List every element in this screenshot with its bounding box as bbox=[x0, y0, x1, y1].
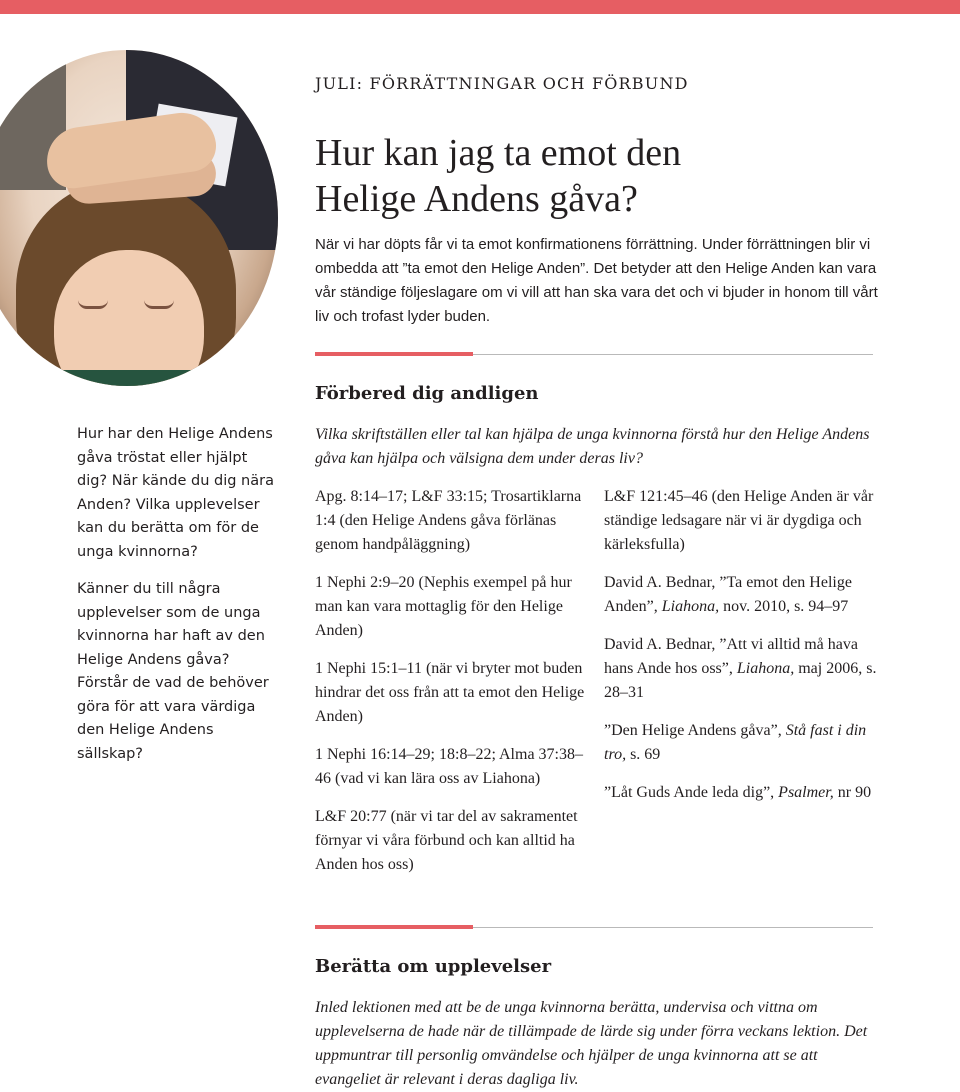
sidebar-questions bbox=[77, 423, 277, 780]
sidebar-question-1: Hur har den Helige Andens gåva tröstat eller hjälpt dig? När kände du dig nära Anden? Vilka upplevelser kan du berätta om för de unga kvinnorna? bbox=[77, 426, 274, 560]
share-lead-text: Inled lektionen med att be de unga kvinnorna berätta, undervisa och vittna om upplevelserna de hade när de tillämpade de lärde sig under förra veckans lektion. Det uppmuntrar till personlig omvändelse och hjälper de unga kvinnorna att se att evangeliet är relevant i deras dagliga liv. bbox=[315, 999, 868, 1088]
title-line-2: Helige Andens gåva? bbox=[315, 178, 638, 220]
reference-item: L&F 20:77 (när vi tar del av sakramentet förnyar vi våra förbund och kan alltid ha Anden hos oss) bbox=[315, 808, 578, 873]
references-right-column bbox=[604, 485, 879, 819]
sidebar-question-2: Känner du till några upplevelser som de unga kvinnorna har haft av den Helige Andens gåva? Förstår de vad de behöver göra för att vara värdiga den Helige Andens sällskap? bbox=[77, 581, 269, 762]
reference-pages: maj 2006, s. 28–31 bbox=[604, 660, 877, 701]
top-accent-bar bbox=[0, 0, 960, 14]
reference-pages: nov. 2010, s. 94–97 bbox=[719, 598, 849, 615]
reference-item bbox=[604, 781, 879, 805]
references-left-column bbox=[315, 485, 590, 891]
reference-item: 1 Nephi 2:9–20 (Nephis exempel på hur man kan vara mottaglig för den Helige Anden) bbox=[315, 574, 572, 639]
divider-1 bbox=[315, 354, 873, 355]
reference-item: 1 Nephi 16:14–29; 18:8–22; Alma 37:38–46 (vad vi kan lära oss av Liahona) bbox=[315, 746, 583, 787]
reference-pages: s. 69 bbox=[626, 746, 661, 763]
photo-confirmation-girl bbox=[0, 50, 278, 386]
reference-item bbox=[604, 633, 879, 705]
reference-source: Liahona, bbox=[736, 660, 795, 677]
reference-item bbox=[604, 719, 879, 767]
reference-source: Stå fast i din tro, bbox=[604, 722, 867, 763]
reference-source: Liahona, bbox=[661, 598, 720, 615]
reference-item: Apg. 8:14–17; L&F 33:15; Trosartiklarna 1:4 (den Helige Andens gåva förlänas genom handpåläggning) bbox=[315, 488, 582, 553]
reference-item: L&F 121:45–46 (den Helige Anden är vår ständige ledsagare när vi är dygdiga och kärleksfulla) bbox=[604, 488, 874, 553]
share-lead bbox=[315, 996, 885, 1092]
prepare-lead-text: Vilka skriftställen eller tal kan hjälpa de unga kvinnorna förstå hur den Helige Andens gåva kan hjälpa och välsigna dem under deras liv? bbox=[315, 426, 870, 467]
reference-pages: nr 90 bbox=[833, 784, 872, 801]
title-line-1: Hur kan jag ta emot den bbox=[315, 132, 682, 174]
reference-text: ”Låt Guds Ande leda dig”, bbox=[604, 784, 779, 801]
prepare-heading: Förbered dig andligen bbox=[315, 383, 539, 404]
divider-2 bbox=[315, 927, 873, 928]
reference-text: David A. Bednar, ”Att vi alltid må hava hans Ande hos oss”, bbox=[604, 636, 858, 677]
page-title bbox=[315, 130, 875, 222]
prepare-lead bbox=[315, 423, 885, 471]
reference-text: David A. Bednar, ”Ta emot den Helige Anden”, bbox=[604, 574, 852, 615]
reference-item bbox=[604, 571, 879, 619]
intro-text: När vi har döpts får vi ta emot konfirmationens förrättning. Under förrättningen blir vi ombedda att ”ta emot den Helige Anden”. Det betyder att den Helige Anden kan vara vår ständige följeslagare om vi vill att han ska vara det och vi bjuder in honom till vårt liv och trofast lyder buden. bbox=[315, 236, 878, 325]
share-heading: Berätta om upplevelser bbox=[315, 956, 552, 977]
section-label: JULI: FÖRRÄTTNINGAR OCH FÖRBUND bbox=[315, 74, 689, 93]
intro-paragraph bbox=[315, 233, 880, 329]
reference-item: 1 Nephi 15:1–11 (när vi bryter mot buden hindrar det oss från att ta emot den Helige Anden) bbox=[315, 660, 585, 725]
reference-source: Psalmer, bbox=[778, 784, 834, 801]
reference-text: ”Den Helige Andens gåva”, bbox=[604, 722, 786, 739]
